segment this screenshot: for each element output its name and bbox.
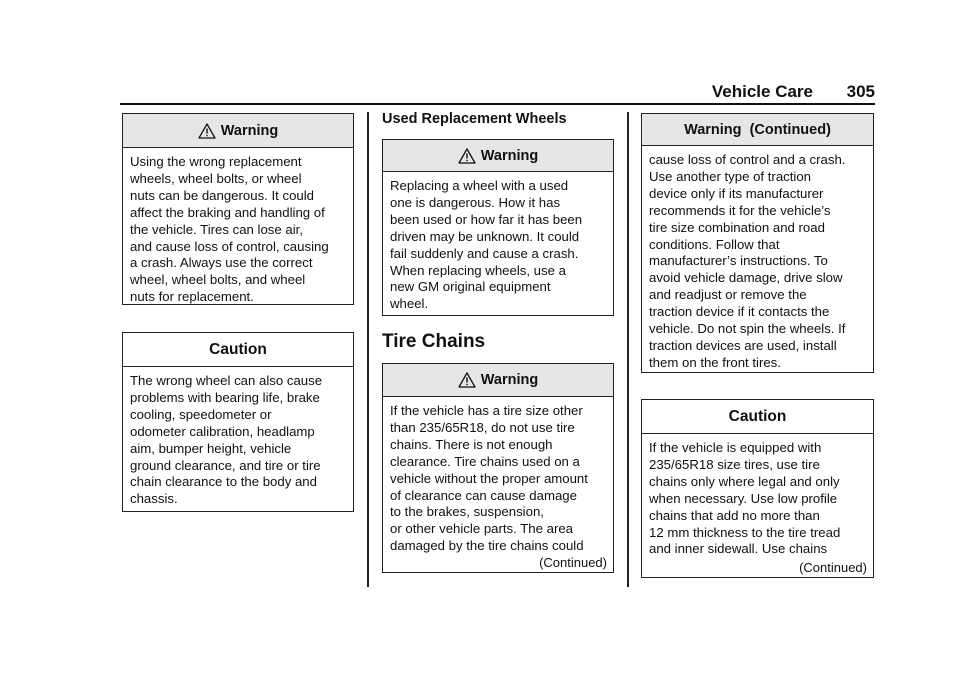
- text-line: wheels, wheel bolts, or wheel: [130, 170, 302, 186]
- text-line: a crash. Always use the correct: [130, 255, 313, 271]
- text-line: wheel, wheel bolts, and wheel: [130, 272, 306, 288]
- text-line: recommends it for the vehicle’s: [649, 202, 831, 218]
- text-line: vehicle without the proper amount: [390, 470, 588, 486]
- text-line: aim, bumper height, vehicle: [130, 440, 292, 456]
- text-line: than 235/65R18, do not use tire: [390, 419, 575, 435]
- text-line: vehicle. Do not spin the wheels. If: [649, 321, 846, 337]
- text-line: damaged by the tire chains could: [390, 538, 584, 554]
- text-line: Use another type of traction: [649, 168, 812, 184]
- caution-title: Caution: [209, 340, 267, 358]
- text-line: and cause loss of control, causing: [130, 238, 329, 254]
- subheading-used-replacement-wheels: Used Replacement Wheels: [382, 111, 567, 127]
- header-rule: [120, 103, 875, 105]
- text-line: wheel.: [390, 296, 429, 312]
- warning-box-tire-chains: [382, 363, 614, 573]
- column-divider-left: [367, 112, 369, 587]
- column-divider-right: [627, 112, 629, 587]
- text-line: Replacing a wheel with a used: [390, 178, 569, 193]
- text-line: been used or how far it has been: [390, 211, 583, 227]
- text-line: affect the braking and handling of: [130, 204, 325, 220]
- text-line: device only if its manufacturer: [649, 185, 824, 201]
- warning-box-wrong-wheels: [122, 113, 354, 305]
- page-number: 305: [846, 82, 875, 101]
- text-line: nuts can be dangerous. It could: [130, 187, 315, 203]
- caution-box-tire-chains: [641, 399, 874, 578]
- caution-body: [642, 434, 873, 558]
- text-line: 235/65R18 size tires, use tire: [649, 456, 820, 472]
- text-line: tire size combination and road: [649, 219, 825, 235]
- warning-box-used-wheel: [382, 139, 614, 316]
- text-line: fail suddenly and cause a crash.: [390, 245, 579, 261]
- text-line: manufacturer’s instructions. To: [649, 253, 828, 269]
- warning-body: [642, 146, 873, 372]
- warning-body: [383, 397, 613, 555]
- text-line: or other vehicle parts. The area: [390, 521, 574, 537]
- text-line: chain clearance to the body and: [130, 474, 317, 490]
- warning-header: [123, 114, 353, 148]
- text-line: conditions. Follow that: [649, 236, 780, 252]
- text-line: chains that add no more than: [649, 507, 820, 523]
- warning-header: [383, 364, 613, 397]
- text-line: chains only where legal and only: [649, 473, 840, 489]
- warning-triangle-icon: [458, 372, 476, 388]
- text-line: chassis.: [130, 491, 178, 507]
- warning-title: Warning: [480, 372, 539, 388]
- text-line: odometer calibration, headlamp: [130, 423, 315, 439]
- text-line: to the brakes, suspension,: [390, 504, 544, 520]
- text-line: chains. There is not enough: [390, 436, 553, 452]
- text-line: and inner sidewall. Use chains: [649, 541, 828, 557]
- warning-title: Warning: [220, 122, 279, 139]
- text-line: avoid vehicle damage, drive slow: [649, 270, 843, 286]
- text-line: driven may be unknown. It could: [390, 228, 580, 244]
- text-line: If the vehicle is equipped with: [649, 440, 822, 455]
- text-line: when necessary. Use low profile: [649, 490, 838, 506]
- text-line: traction devices are used, install: [649, 337, 837, 353]
- page-header: [120, 82, 875, 102]
- section-title: Vehicle Care: [711, 82, 813, 101]
- caution-header: [642, 400, 873, 434]
- warning-triangle-icon: [198, 123, 216, 139]
- warning-body: [123, 148, 353, 306]
- text-line: nuts for replacement.: [130, 289, 254, 305]
- warning-title: Warning: [480, 147, 539, 164]
- caution-title: Caution: [728, 407, 787, 425]
- text-line: traction device if it contacts the: [649, 304, 830, 320]
- text-line: one is dangerous. How it has: [390, 194, 561, 210]
- text-line: cause loss of control and a crash.: [649, 152, 846, 167]
- warning-continued-box: [641, 113, 874, 373]
- text-line: the vehicle. Tires can lose air,: [130, 221, 303, 237]
- text-line: 12 mm thickness to the tire tread: [649, 524, 841, 540]
- continued-label: (Continued): [799, 560, 867, 575]
- warning-header: [383, 140, 613, 172]
- text-line: of clearance can cause damage: [390, 487, 577, 503]
- caution-body: [123, 367, 353, 508]
- text-line: When replacing wheels, use a: [390, 262, 566, 278]
- text-line: If the vehicle has a tire size other: [390, 403, 583, 418]
- caution-header: [123, 333, 353, 367]
- caution-box-wrong-wheel: [122, 332, 354, 512]
- text-line: new GM original equipment: [390, 279, 551, 295]
- warning-continued-header: [642, 114, 873, 146]
- text-line: them on the front tires.: [649, 354, 781, 370]
- text-line: The wrong wheel can also cause: [130, 373, 323, 388]
- warning-continued-title: Warning (Continued): [684, 121, 831, 138]
- text-line: clearance. Tire chains used on a: [390, 453, 580, 469]
- text-line: Using the wrong replacement: [130, 154, 302, 169]
- continued-label: (Continued): [539, 555, 607, 570]
- text-line: problems with bearing life, brake: [130, 389, 320, 405]
- warning-body: [383, 172, 613, 313]
- text-line: and readjust or remove the: [649, 287, 807, 303]
- text-line: cooling, speedometer or: [130, 406, 272, 422]
- warning-triangle-icon: [458, 148, 476, 164]
- heading-tire-chains: Tire Chains: [382, 331, 486, 352]
- text-line: ground clearance, and tire or tire: [130, 457, 321, 473]
